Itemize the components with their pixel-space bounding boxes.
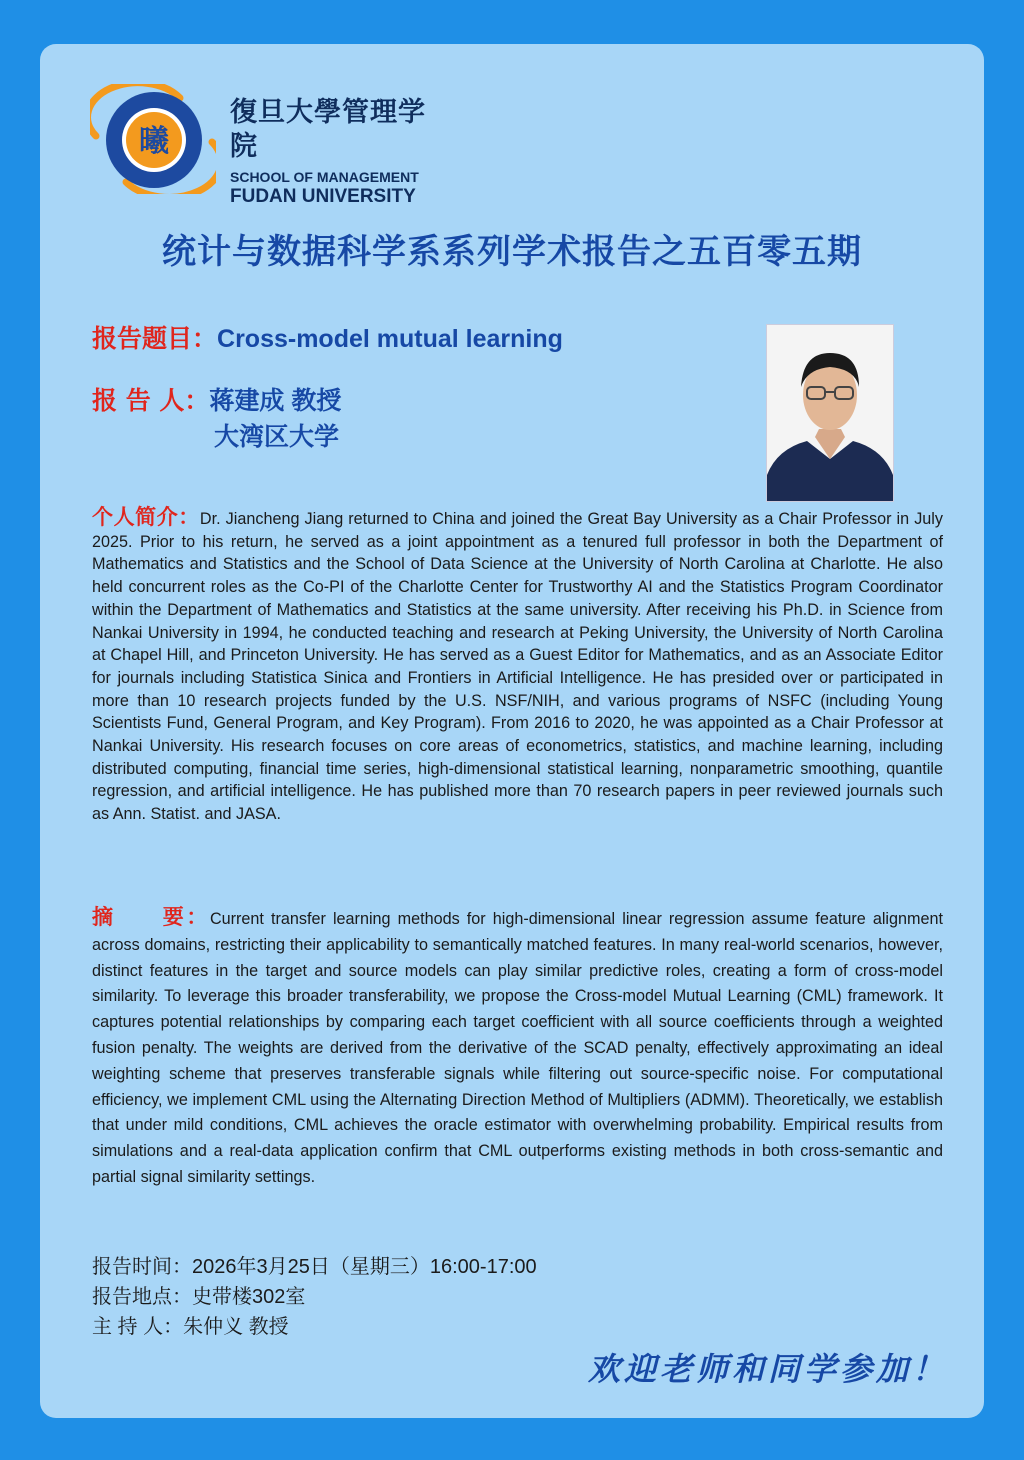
topic-label: 报告题目： — [92, 324, 218, 353]
abstract-label: 摘 要： — [92, 904, 210, 929]
speaker-label: 报 告 人： — [92, 386, 210, 415]
speaker-row — [92, 384, 342, 451]
logo-en-line2: FUDAN UNIVERSITY — [230, 186, 416, 207]
seal-center: 曦 — [139, 124, 169, 159]
speaker-name: 蒋建成 教授 — [209, 387, 342, 415]
abstract-section — [92, 904, 943, 1191]
event-time: 报告时间：2026年3月25日（星期三）16:00-17:00 — [92, 1256, 537, 1278]
logo-cn-name: 復旦大學管理学院 — [230, 97, 426, 162]
topic-value: Cross-model mutual learning — [217, 325, 563, 353]
topic-row — [92, 322, 563, 356]
speaker-photo — [766, 324, 894, 502]
abstract-text: Current transfer learning methods for high-dimensional linear regression assume feature alignment across domains, restricting their applicability to semantically matched features. In many real-world scenarios, however, distinct features in the target and source models can play similar predictive roles, creating a form of cross-model similarity. To leverage this broader transferability, we propose the Cross-model Mutual Learning (CML) framework. It captures potential relationships by comparing each target coefficient with all source coefficients through a weighted fusion penalty. The weights are derived from the derivative of the SCAD penalty, effectively approximating an ideal weighting scheme that preserves transferable signals while filtering out source-specific noise. For computational efficiency, we implement CML using the Alternating Direction Method of Multipliers (ADMM). Theoretically, we establish that under mild conditions, CML achieves the oracle estimator with overwhelming probability. Empirical results from simulations and a real-data application confirm that CML outperforms existing methods in both cross-semantic and partial signal similarity settings. — [92, 910, 944, 1186]
logo-en-line1: SCHOOL OF MANAGEMENT — [230, 169, 419, 185]
school-logo — [90, 84, 430, 207]
welcome-text: 欢迎老师和同学参加！ — [587, 1350, 948, 1388]
bio-text: Dr. Jiancheng Jiang returned to China and joined the Great Bay University as a Chair Professor in July 2025. Prior to his return, he served as a joint appointment as a tenured full professor in both the Department of Mathematics and Statistics and the School of Data Science at the University of North Carolina at Charlotte. He also held concurrent roles as the Co-PI of the Charlotte Center for Trustworthy AI and the Statistics Program Coordinator within the Department of Mathematics and Statistics at the same university. After receiving his Ph.D. in Science from Nankai University in 1994, he conducted teaching and research at Peking University, the University of North Carolina at Chapel Hill, and Princeton University. He has served as a Guest Editor for Mathematics, and as an Associate Editor for journals including Statistica Sinica and Frontiers in Artificial Intelligence. He has presided over or participated in more than 10 research projects funded by the U.S. NSF/NIH, and various programs of NSFC (including Young Scientists Fund, General Program, and Key Program). From 2016 to 2020, he was appointed as a Chair Professor at Nankai University. His research focuses on core areas of econometrics, statistics, and machine learning, including distributed computing, financial time series, high-dimensional statistical learning, nonparametric smoothing, quantile regression, and artificial intelligence. He has published more than 70 research papers in peer reviewed journals such as Ann. Statist. and JASA. — [92, 510, 943, 824]
event-host: 主 持 人：朱仲义 教授 — [92, 1316, 289, 1338]
school-seal-icon — [90, 84, 216, 194]
poster-card — [40, 44, 984, 1418]
event-info — [92, 1252, 537, 1342]
bio-section — [92, 506, 943, 826]
page-title: 统计与数据科学系系列学术报告之五百零五期 — [162, 233, 862, 271]
bio-label: 个人简介： — [92, 504, 200, 529]
speaker-affiliation: 大湾区大学 — [214, 423, 340, 451]
event-place: 报告地点：史带楼302室 — [92, 1286, 306, 1308]
